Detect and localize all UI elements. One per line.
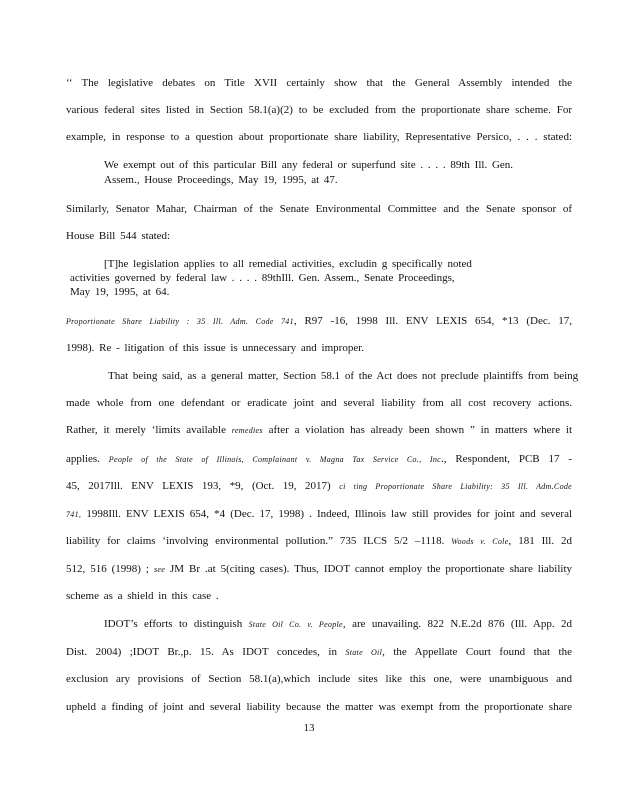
citation-italic: Woods v. Cole [451, 537, 509, 546]
paragraph-line: IDOT’s efforts to distinguish State Oil Co. v. People, are unavailing. 822 N.E.2d 876 (Ill. App. 2d [104, 618, 573, 630]
paragraph-line: 1998). Re - litigation of this issue is unnecessary and improper. [66, 342, 365, 354]
citation-italic: remedies [231, 426, 263, 435]
paragraph-line: ‘‘ The legislative debates on Title XVII certainly show that the General Assembly intended the [66, 77, 572, 89]
paragraph-line: liability for claims ‘involving environmental pollution.” 735 ILCS 5/2 –1118. Woods v. Cole, 181 Ill. 2d [66, 535, 573, 547]
paragraph-line: made whole from one defendant or eradicate joint and several liability from all cost recovery actions. [66, 397, 572, 409]
block-quote-line: May 19, 1995, at 64. [70, 286, 170, 298]
block-quote-line: activities governed by federal law . . . . 89thIll. Gen. Assem., Senate Proceedings, [70, 272, 455, 284]
block-quote-line: Assem., House Proceedings, May 19, 1995, at 47. [104, 174, 338, 186]
paragraph-line: Rather, it merely ‘limits available remedies after a violation has already been shown ” in matters where it [66, 424, 573, 436]
paragraph-line: applies. People of the State of Illinois, Complainant v. Magna Tax Service Co., Inc., Respondent, PCB 17 - [66, 453, 572, 465]
paragraph-line: exclusion ary provisions of Section 58.1(a),which include sites like this one, were unambiguous and [66, 673, 572, 685]
paragraph-line: 741, 1998Ill. ENV LEXIS 654, *4 (Dec. 17, 1998) . Indeed, Illinois law still provides for joint and several [66, 508, 573, 520]
citation-italic: see [153, 565, 166, 574]
citation-italic: State Oil Co. v. People [248, 620, 343, 629]
paragraph-line: various federal sites listed in Section 58.1(a)(2) to be excluded from the proportionate share scheme. For [66, 104, 572, 116]
paragraph-line: example, in response to a question about proportionate share liability, Representative Persico, . . . stated: [66, 131, 572, 143]
block-quote-line: We exempt out of this particular Bill any federal or superfund site . . . . 89th Ill. Gen. [104, 159, 514, 171]
citation-italic: Proportionate Share Liability : 35 Ill. Adm. Code 741 [66, 317, 294, 326]
paragraph-line: scheme as a shield in this case . [66, 590, 219, 602]
citation-italic: People of the State of Illinois, Complainant v. Magna Tax Service Co., Inc [108, 455, 441, 464]
page-number: 13 [303, 722, 315, 734]
citation-italic: 741, [66, 510, 82, 519]
citation-italic: ci ting Proportionate Share Liability: 35 Ill. Adm.Code [339, 482, 573, 491]
paragraph-line: Proportionate Share Liability : 35 Ill. Adm. Code 741, R97 -16, 1998 Ill. ENV LEXIS 654, *13 (Dec. 17, [66, 315, 572, 327]
paragraph-line: 512, 516 (1998) ; see JM Br .at 5(citing cases). Thus, IDOT cannot employ the proportionate share liability [66, 563, 573, 575]
paragraph-line: Dist. 2004) ;IDOT Br.,p. 15. As IDOT concedes, in State Oil, the Appellate Court found that the [66, 646, 572, 658]
paragraph-line: That being said, as a general matter, Section 58.1 of the Act does not preclude plaintiffs from being [108, 370, 579, 382]
citation-italic: State Oil [345, 648, 383, 657]
paragraph-line: upheld a finding of joint and several liability because the matter was exempt from the proportionate share [66, 701, 572, 713]
paragraph-line: 45, 2017Ill. ENV LEXIS 193, *9, (Oct. 19, 2017) ci ting Proportionate Share Liability: 35 Ill. Adm.Code [66, 480, 573, 492]
paragraph-line: Similarly, Senator Mahar, Chairman of the Senate Environmental Committee and the Senate sponsor of [66, 203, 572, 215]
paragraph-line: House Bill 544 stated: [66, 230, 171, 242]
block-quote-line: [T]he legislation applies to all remedial activities, excludin g specifically noted [104, 258, 472, 270]
